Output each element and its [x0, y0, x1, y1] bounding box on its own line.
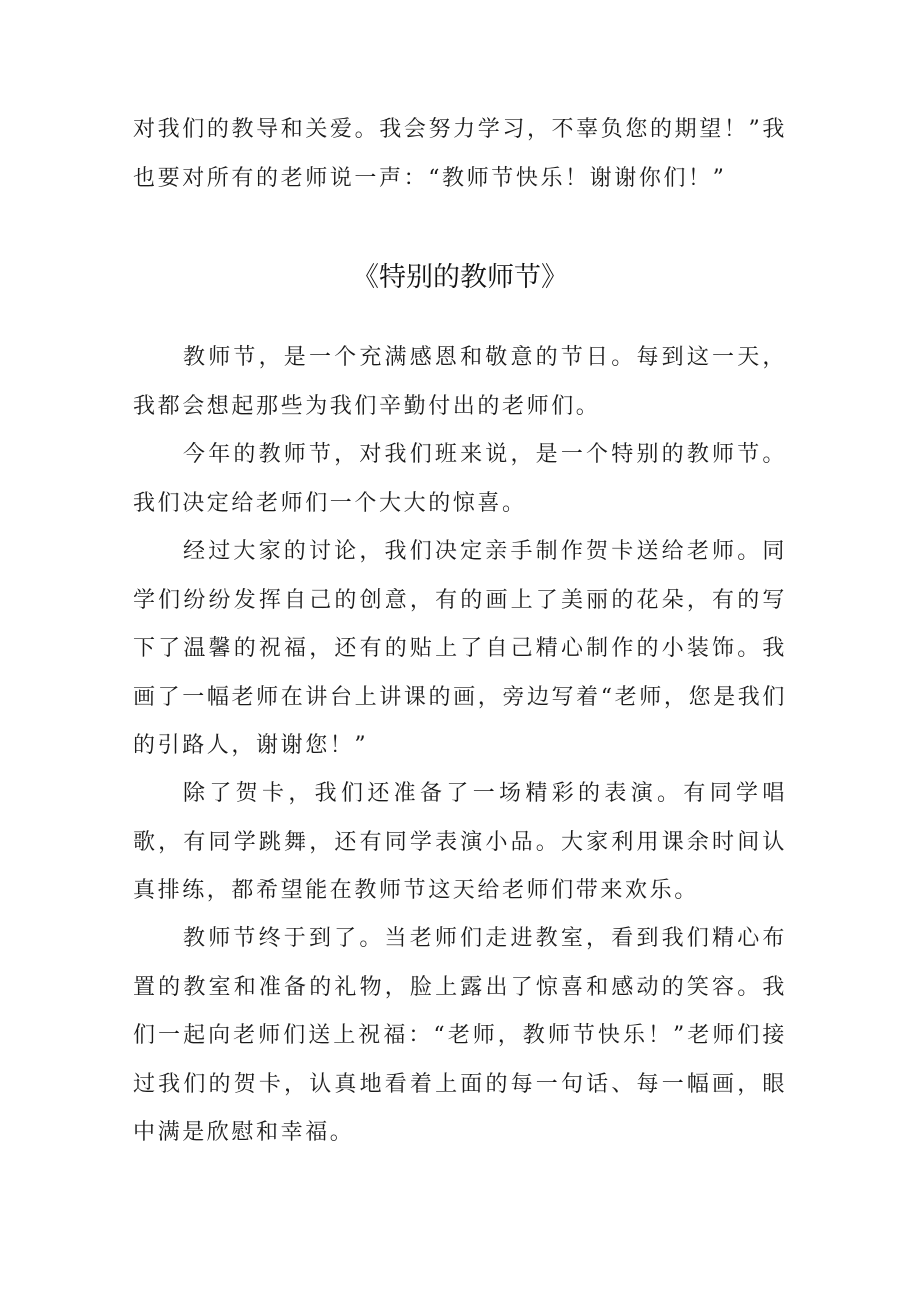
- continued-paragraph: 对我们的教导和关爱。我会努力学习，不辜负您的期望！”我也要对所有的老师说一声：“教师节快乐！谢谢你们！”: [133, 117, 787, 191]
- paragraph-2: 今年的教师节，对我们班来说，是一个特别的教师节。我们决定给老师们一个大大的惊喜。: [133, 442, 787, 516]
- paragraph-3: 经过大家的讨论，我们决定亲手制作贺卡送给老师。同学们纷纷发挥自己的创意，有的画上了美丽的花朵，有的写下了温馨的祝福，还有的贴上了自己精心制作的小装饰。我画了一幅老师在讲台上讲课的画，旁边写着“老师，您是我们的引路人，谢谢您！”: [133, 539, 787, 758]
- paragraph-5: 教师节终于到了。当老师们走进教室，看到我们精心布置的教室和准备的礼物，脸上露出了惊喜和感动的笑容。我们一起向老师们送上祝福：“老师，教师节快乐！”老师们接过我们的贺卡，认真地看着上面的每一句话、每一幅画，眼中满是欣慰和幸福。: [133, 926, 787, 1145]
- paragraph-4: 除了贺卡，我们还准备了一场精彩的表演。有同学唱歌，有同学跳舞，还有同学表演小品。大家利用课余时间认真排练，都希望能在教师节这天给老师们带来欢乐。: [133, 781, 787, 903]
- paragraph-1: 教师节，是一个充满感恩和敬意的节日。每到这一天，我都会想起那些为我们辛勤付出的老师们。: [133, 345, 787, 419]
- essay-title: 《特别的教师节》: [352, 262, 568, 293]
